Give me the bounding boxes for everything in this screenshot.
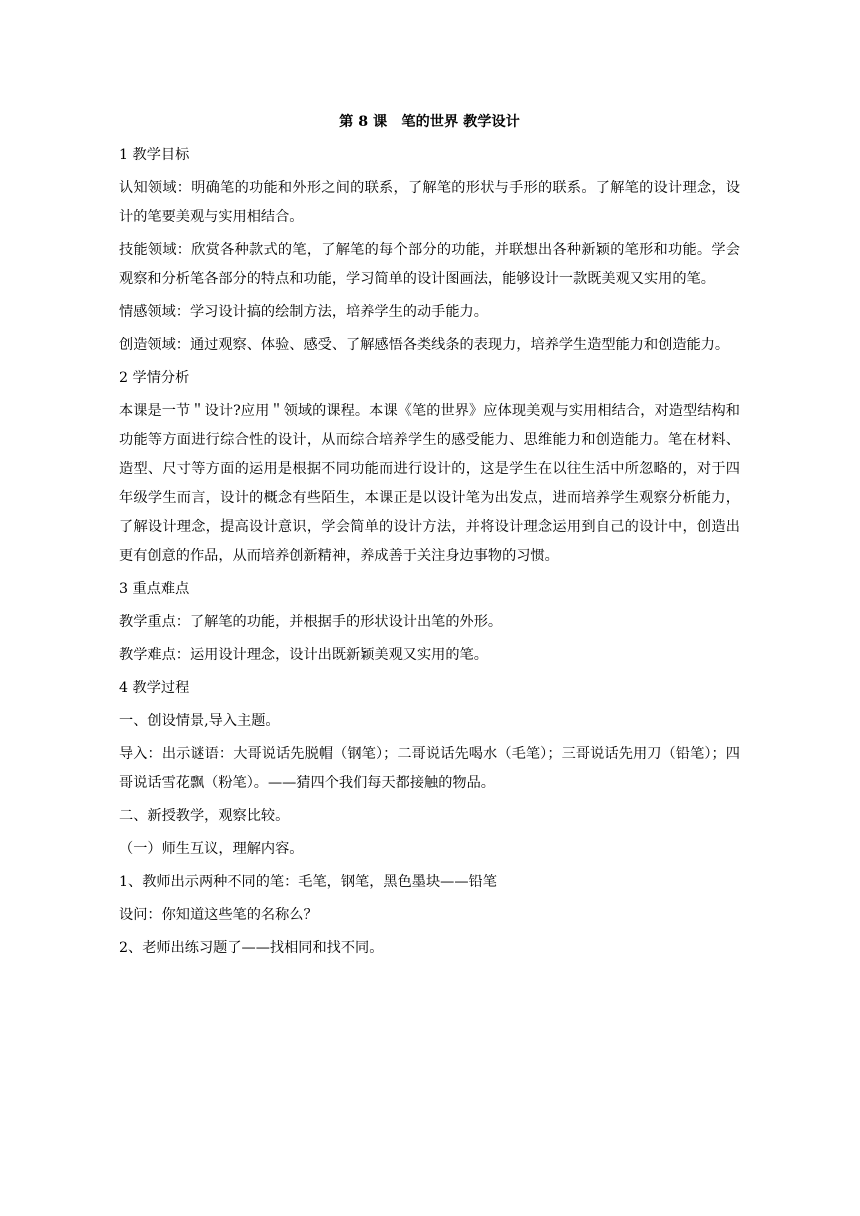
paragraph-cognitive-domain: 认知领域：明确笔的功能和外形之间的联系，了解笔的形状与手形的联系。了解笔的设计理念，设计的笔要美观与实用相结合。	[119, 180, 740, 225]
paragraph-creative-domain: 创造领域：通过观察、体验、感受、了解感悟各类线条的表现力，培养学生造型能力和创造能力。	[119, 337, 730, 353]
paragraph-difficult-point: 教学难点：运用设计理念，设计出既新颖美观又实用的笔。	[119, 647, 488, 663]
heading-teaching-process: 4 教学过程	[119, 680, 190, 696]
paragraph-learner-analysis: 本课是一节＂设计?应用＂领域的课程。本课《笔的世界》应体现美观与实用相结合，对造型结构和功能等方面进行综合性的设计，从而综合培养学生的感受能力、思维能力和创造能力。笔在材料、造型、尺寸等方面的运用是根据不同功能而进行设计的，这是学生在以往生活中所忽略的，对于四年级学生而言，设计的概念有些陌生，本课正是以设计笔为出发点，进而培养学生观察分析能力，了解设计理念，提高设计意识，学会简单的设计方法，并将设计理念运用到自己的设计中，创造出更有创意的作品，从而培养创新精神，养成善于关注身边事物的习惯。	[119, 403, 740, 564]
paragraph-section-one: 一、创设情景,导入主题。	[119, 713, 280, 729]
heading-teaching-goals: 1 教学目标	[119, 147, 190, 163]
paragraph-section-two: 二、新授教学，观察比较。	[119, 808, 290, 824]
document-title: 第 8 课 笔的世界 教学设计	[339, 114, 520, 130]
heading-learner-analysis: 2 学情分析	[119, 370, 190, 386]
document-body	[119, 108, 740, 967]
paragraph-subsection-one: （一）师生互议，理解内容。	[119, 841, 304, 857]
paragraph-riddle-intro: 导入：出示谜语：大哥说话先脱帽（钢笔）；二哥说话先喝水（毛笔）；三哥说话先用刀（铅笔）；四哥说话雪花飘（粉笔）。——猜四个我们每天都接触的物品。	[119, 746, 740, 791]
paragraph-step-one: 1、教师出示两种不同的笔：毛笔，钢笔，黑色墨块——铅笔	[119, 874, 497, 890]
paragraph-question: 设问：你知道这些笔的名称么？	[119, 907, 318, 923]
paragraph-skill-domain: 技能领域：欣赏各种款式的笔，了解笔的每个部分的功能，并联想出各种新颖的笔形和功能。学会观察和分析笔各部分的特点和功能，学习简单的设计图画法，能够设计一款既美观又实用的笔。	[119, 242, 740, 287]
paragraph-emotional-domain: 情感领域：学习设计搞的绘制方法，培养学生的动手能力。	[119, 304, 488, 320]
heading-key-points: 3 重点难点	[119, 581, 190, 597]
paragraph-step-two: 2、老师出练习题了——找相同和找不同。	[119, 940, 384, 956]
paragraph-key-point: 教学重点：了解笔的功能，并根据手的形状设计出笔的外形。	[119, 614, 503, 630]
